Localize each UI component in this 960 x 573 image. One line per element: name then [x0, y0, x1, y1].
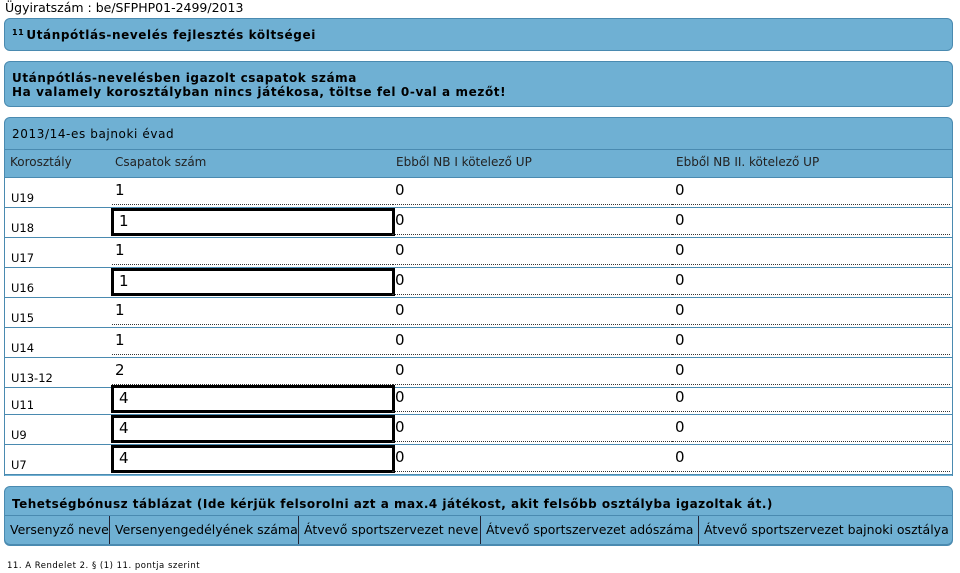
table-row [5, 178, 952, 208]
talent-col-club-name: Átvevő sportszervezet neve [299, 516, 481, 544]
talent-col-name: Versenyző neve [5, 516, 110, 544]
nb2-input[interactable]: 0 [672, 447, 950, 472]
age-label: U7 [11, 458, 27, 472]
nb1-input[interactable]: 0 [392, 210, 672, 235]
table-header [4, 149, 953, 178]
warning-line-2: Ha valamely korosztályban nincs játékosa, töltse fel 0-val a mezőt! [12, 85, 507, 99]
warning-panel [4, 61, 953, 107]
table-row [5, 208, 952, 238]
teams-input[interactable]: 1 [112, 240, 393, 265]
talent-col-division: Átvevő sportszervezet bajnoki osztálya [704, 522, 949, 537]
nb2-input[interactable]: 0 [672, 270, 950, 295]
teams-input[interactable]: 4 [111, 415, 395, 443]
age-label: U15 [11, 311, 35, 325]
footnote: 11. A Rendelet 2. § (1) 11. pontja szerint [7, 561, 201, 571]
nb1-input[interactable]: 0 [392, 270, 672, 295]
teams-input[interactable]: 1 [112, 330, 393, 355]
section-number: 11 [12, 28, 25, 37]
table-row [5, 328, 952, 358]
nb2-input[interactable]: 0 [672, 300, 950, 325]
table-row [5, 268, 952, 298]
age-label: U9 [11, 428, 27, 442]
nb1-input[interactable]: 0 [392, 180, 672, 205]
case-number: Ügyiratszám : be/SFPHP01-2499/2013 [5, 0, 244, 15]
table-row [5, 415, 952, 445]
age-label: U16 [11, 281, 35, 295]
section-title-text: Utánpótlás-nevelés fejlesztés költségei [26, 28, 316, 42]
nb1-input[interactable]: 0 [392, 447, 672, 472]
talent-col-license: Versenyengedélyének száma [110, 516, 299, 544]
teams-input[interactable]: 1 [111, 268, 395, 296]
nb2-input[interactable]: 0 [672, 387, 950, 412]
teams-input[interactable]: 4 [111, 385, 395, 413]
teams-input[interactable]: 2 [112, 360, 393, 385]
talent-col-tax-number: Átvevő sportszervezet adószáma [481, 516, 699, 544]
age-label: U13-12 [11, 371, 53, 385]
season-title: 2013/14-es bajnoki évad [12, 127, 175, 141]
age-label: U19 [11, 191, 35, 205]
section-title [12, 28, 316, 42]
nb2-input[interactable]: 0 [672, 210, 950, 235]
nb2-input[interactable]: 0 [672, 417, 950, 442]
col-header-nb2: Ebből NB II. kötelező UP [676, 155, 820, 169]
table-row [5, 385, 952, 415]
nb2-input[interactable]: 0 [672, 360, 950, 385]
nb1-input[interactable]: 0 [392, 330, 672, 355]
col-header-nb1: Ebből NB I kötelező UP [396, 155, 532, 169]
teams-input[interactable]: 1 [112, 180, 393, 205]
age-label: U17 [11, 251, 35, 265]
nb1-input[interactable]: 0 [392, 240, 672, 265]
col-header-age: Korosztály [10, 155, 72, 169]
nb2-input[interactable]: 0 [672, 330, 950, 355]
teams-input[interactable]: 1 [111, 208, 395, 236]
talent-title: Tehetségbónusz táblázat (Ide kérjük felsorolni azt a max.4 játékost, akit felsőbb osztályba igazoltak át.) [12, 497, 773, 511]
talent-table-header [4, 515, 953, 545]
warning-line-1: Utánpótlás-nevelésben igazolt csapatok száma [12, 71, 357, 85]
nb2-input[interactable]: 0 [672, 240, 950, 265]
age-label: U11 [11, 398, 35, 412]
col-header-teams: Csapatok szám [115, 155, 207, 169]
age-label: U18 [11, 221, 35, 235]
table-row [5, 298, 952, 328]
table-row [5, 358, 952, 388]
table-row [5, 445, 952, 475]
section-header [4, 18, 953, 51]
age-label: U14 [11, 341, 35, 355]
nb1-input[interactable]: 0 [392, 360, 672, 385]
teams-input[interactable]: 1 [112, 300, 393, 325]
nb1-input[interactable]: 0 [392, 300, 672, 325]
teams-input[interactable]: 4 [111, 445, 395, 473]
table-row [5, 238, 952, 268]
nb1-input[interactable]: 0 [392, 387, 672, 412]
nb1-input[interactable]: 0 [392, 417, 672, 442]
nb2-input[interactable]: 0 [672, 180, 950, 205]
teams-table [4, 178, 953, 475]
